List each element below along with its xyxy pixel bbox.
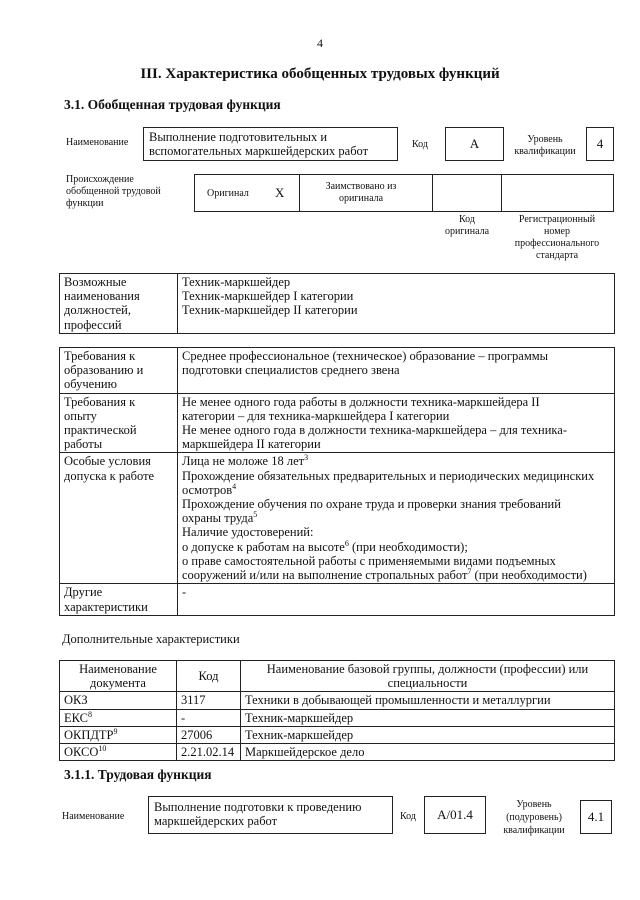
footnote-ref: 4 — [232, 481, 237, 491]
experience-label-2: опыту — [64, 408, 97, 423]
experience-line-4: маркшейдера II категории — [182, 437, 321, 452]
row-doc-text: ЕКС — [64, 710, 88, 725]
additional-header-row — [60, 661, 615, 692]
origin-code-caption-2: оригинала — [444, 226, 490, 237]
gtf-level-label-2: квалификации — [514, 146, 576, 157]
origin-reg-caption-3: профессионального — [514, 238, 600, 249]
education-line-1: Среднее профессиональное (техническое) образование – программы — [182, 349, 549, 363]
education-label-cell — [60, 348, 178, 394]
footnote-ref: 5 — [253, 510, 258, 520]
education-row — [60, 348, 615, 394]
other-label-2: характеристики — [64, 599, 148, 614]
header-code: Код — [177, 661, 241, 692]
positions-row — [60, 274, 615, 334]
experience-label-cell — [60, 393, 178, 453]
header-doc: Наименование документа — [60, 661, 177, 692]
special-line-2: Прохождение обязательных предварительных и периодических медицинских — [182, 468, 595, 483]
footnote-ref: 9 — [113, 726, 118, 736]
tf-level-value: 4.1 — [580, 800, 612, 834]
tf-name-line-2: маркшейдерских работ — [154, 814, 278, 828]
positions-label-cell — [60, 274, 178, 334]
origin-reg-caption — [503, 214, 611, 262]
special-line-8: о праве самостоятельной работы с применяемыми видами подъемных — [182, 553, 556, 568]
footnote-ref: 10 — [98, 743, 107, 753]
special-line-6: Наличие удостоверений: — [182, 525, 314, 540]
experience-line-1: Не менее одного года работы в должности техника-маркшейдера II — [182, 394, 540, 409]
origin-original-mark: X — [275, 185, 285, 200]
tf-code-value: A/01.4 — [424, 796, 486, 834]
tf-level-label — [494, 798, 574, 837]
row-doc-text: ОКСО — [64, 745, 99, 760]
special-line-3 — [182, 483, 610, 497]
education-line-2: подготовки специалистов среднего звена — [182, 363, 400, 378]
row-code: 27006 — [177, 726, 241, 743]
table-row — [60, 692, 615, 709]
tf-name-box — [148, 796, 393, 834]
experience-row — [60, 393, 615, 453]
origin-reg-caption-4: стандарта — [535, 250, 579, 261]
positions-label-4: профессий — [64, 317, 122, 332]
special-line-7-tail: (при необходимости); — [348, 539, 468, 554]
other-label-1: Другие — [64, 585, 103, 600]
position-item: Техник-маркшейдер — [182, 275, 291, 289]
gtf-name-line-2: вспомогательных маркшейдерских работ — [149, 144, 369, 158]
gtf-code-label: Код — [412, 139, 428, 150]
table-row — [60, 709, 615, 726]
other-value-cell: - — [178, 584, 615, 615]
row-doc-text: ОКПДТР — [64, 727, 114, 742]
special-line-9-tail: (при необходимости) — [471, 568, 587, 583]
special-line-1-text: Лица не моложе 18 лет — [182, 454, 305, 469]
table-row — [60, 744, 615, 761]
origin-code-caption-1: Код — [459, 214, 475, 225]
gtf-level-label-1: Уровень — [527, 134, 563, 145]
origin-borrowed-label — [301, 181, 421, 205]
special-value-cell — [178, 453, 615, 584]
origin-divider-3 — [501, 175, 502, 211]
positions-label-3: должностей, — [64, 303, 131, 318]
other-label-cell — [60, 584, 178, 615]
positions-label-2: наименования — [64, 289, 140, 304]
positions-label-1: Возможные — [64, 275, 127, 289]
origin-borrowed-label-1: Заимствовано из — [325, 181, 397, 192]
education-label-3: обучению — [64, 377, 117, 392]
special-line-4: Прохождение обучения по охране труда и проверки знания требований — [182, 497, 561, 512]
positions-value-cell — [178, 274, 615, 334]
special-line-9-text: сооружений и/или на выполнение стропальных работ — [182, 568, 468, 583]
footnote-ref: 6 — [344, 538, 349, 548]
special-line-7-text: о допуске к работам на высоте — [182, 539, 345, 554]
tf-level-label-1: Уровень — [516, 799, 552, 810]
special-line-3-text: осмотров — [182, 482, 233, 497]
gtf-name-line-1: Выполнение подготовительных и — [149, 130, 328, 144]
special-line-1 — [182, 454, 610, 468]
row-doc — [60, 744, 177, 761]
row-name: Техник-маркшейдер — [241, 726, 615, 743]
education-label-2: образованию и — [64, 363, 144, 378]
special-line-5 — [182, 511, 610, 525]
row-name: Маркшейдерское дело — [241, 744, 615, 761]
experience-line-2: категории – для техника-маркшейдера I категории — [182, 408, 450, 423]
gtf-name-label: Наименование — [66, 137, 129, 148]
footnote-ref: 7 — [467, 566, 472, 576]
section-title: III. Характеристика обобщенных трудовых функций — [140, 66, 500, 82]
experience-label-1: Требования к — [64, 394, 136, 409]
origin-box — [194, 174, 614, 212]
origin-original-label: Оригинал — [207, 188, 249, 199]
special-label-cell — [60, 453, 178, 584]
tf-code-label: Код — [400, 811, 416, 822]
position-item: Техник-маркшейдер I категории — [182, 289, 354, 304]
special-conditions-row — [60, 453, 615, 584]
header-name: Наименование базовой группы, должности (профессии) или специальности — [241, 661, 615, 692]
row-doc — [60, 692, 177, 709]
origin-label-3: функции — [66, 198, 104, 209]
row-doc — [60, 709, 177, 726]
experience-label-3: практической — [64, 423, 137, 438]
row-code: 3117 — [177, 692, 241, 709]
experience-line-3: Не менее одного года в должности техника-маркшейдера – для техника- — [182, 423, 567, 438]
row-name: Техники в добывающей промышленности и металлургии — [241, 692, 615, 709]
special-line-7 — [182, 540, 610, 554]
experience-value-cell — [178, 393, 615, 453]
gtf-name-box — [143, 127, 398, 161]
position-item: Техник-маркшейдер II категории — [182, 303, 358, 318]
tf-level-label-2: (подуровень) — [506, 812, 562, 823]
education-label-1: Требования к — [64, 349, 136, 363]
row-name: Техник-маркшейдер — [241, 709, 615, 726]
page-number: 4 — [317, 36, 323, 50]
tf-level-label-3: квалификации — [503, 825, 565, 836]
origin-label-2: обобщенной трудовой — [66, 186, 161, 197]
origin-label — [66, 174, 161, 210]
row-doc-text: ОКЗ — [64, 693, 88, 708]
subsection-title: 3.1. Обобщенная трудовая функция — [64, 97, 281, 112]
origin-divider-1 — [299, 175, 300, 211]
tf-name-line-1: Выполнение подготовки к проведению — [154, 800, 362, 814]
origin-borrowed-label-2: оригинала — [338, 193, 384, 204]
origin-code-caption — [436, 214, 498, 238]
tf-title: 3.1.1. Трудовая функция — [64, 767, 212, 782]
positions-table — [59, 273, 615, 334]
education-value-cell — [178, 348, 615, 394]
gtf-code-value: А — [445, 127, 504, 161]
special-line-5-text: охраны труда — [182, 511, 254, 526]
footnote-ref: 3 — [304, 453, 309, 463]
gtf-level-value: 4 — [586, 127, 614, 161]
experience-label-4: работы — [64, 437, 103, 452]
other-characteristics-row — [60, 584, 615, 615]
gtf-level-label — [512, 134, 578, 158]
additional-table — [59, 660, 615, 761]
additional-title: Дополнительные характеристики — [62, 632, 240, 646]
special-line-9 — [182, 568, 610, 582]
origin-label-1: Происхождение — [66, 174, 134, 185]
table-row — [60, 726, 615, 743]
origin-divider-2 — [432, 175, 433, 211]
special-label-2: допуска к работе — [64, 468, 155, 483]
footnote-ref: 8 — [88, 709, 92, 719]
row-code: 2.21.02.14 — [177, 744, 241, 761]
special-label-1: Особые условия — [64, 454, 151, 469]
tf-name-label: Наименование — [62, 811, 125, 822]
row-doc — [60, 726, 177, 743]
row-code: - — [177, 709, 241, 726]
origin-reg-caption-1: Регистрационный — [518, 214, 596, 225]
origin-reg-caption-2: номер — [544, 226, 570, 237]
requirements-table — [59, 347, 615, 616]
